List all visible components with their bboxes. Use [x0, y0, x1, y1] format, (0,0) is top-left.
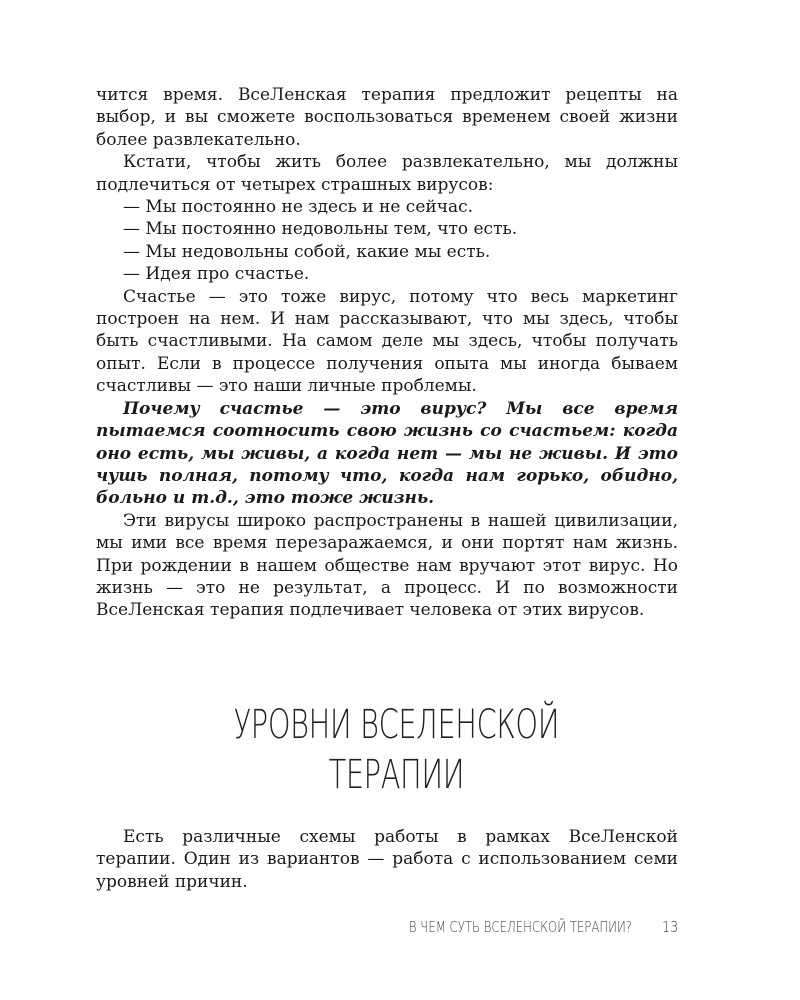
- virus-list-item: — Мы недовольны собой, какие мы есть.: [123, 241, 491, 262]
- virus-list-item: — Мы постоянно не здесь и не сейчас.: [123, 197, 474, 218]
- section-heading-line-1: УРОВНИ ВСЕЛЕНСКОЙ: [233, 702, 560, 748]
- main-text-block: [96, 84, 678, 622]
- paragraph-viruses-intro: Кстати, чтобы жить более развлекательно, мы должны подлечиться от четырех страшных вирусов:: [96, 152, 678, 195]
- running-head: В ЧЕМ СУТЬ ВСЕЛЕНСКОЙ ТЕРАПИИ?: [408, 918, 632, 936]
- section-heading-line-2: ТЕРАПИИ: [328, 752, 465, 798]
- virus-list-item: — Мы постоянно недовольны тем, что есть.: [123, 219, 518, 240]
- paragraph-civilization: Эти вирусы широко распространены в нашей цивилизации, мы ими все время перезаражаемся, и они портят нам жизнь. При рождении в нашем обществе нам вручают этот вирус. Но жизнь — это не результат, а процесс. И по возможности ВсеЛенская терапия подлечивает человека от этих вирусов.: [96, 510, 678, 621]
- page-number: 13: [662, 918, 679, 936]
- paragraph-happiness-virus: Счастье — это тоже вирус, потому что весь маркетинг построен на нем. И нам рассказывают, что мы здесь, чтобы быть счастливыми. На самом деле мы здесь, чтобы получать опыт. Если в процессе получения опыта мы иногда бываем счастливы — это наши личные проблемы.: [96, 286, 678, 397]
- virus-list-item: — Идея про счастье.: [123, 264, 310, 285]
- paragraph-levels-intro: Есть различные схемы работы в рамках ВсеЛенской терапии. Один из вариантов — работа с использованием семи уровней причин.: [96, 827, 678, 892]
- paragraph-emphasis: Почему счастье — это вирус? Мы все время пытаемся соотносить свою жизнь со счастьем: когда оно есть, мы живы, а когда нет — мы не живы. И это чушь полная, потому что, когда нам горько, обидно, больно и т.д., это тоже жизнь.: [96, 398, 678, 509]
- paragraph-continuation: чится время. ВсеЛенская терапия предложит рецепты на выбор, и вы сможете воспользоваться временем своей жизни более развлекательно.: [96, 85, 678, 150]
- page-footer: [0, 918, 800, 942]
- section-heading: [108, 700, 684, 800]
- section-text-block: [96, 826, 678, 893]
